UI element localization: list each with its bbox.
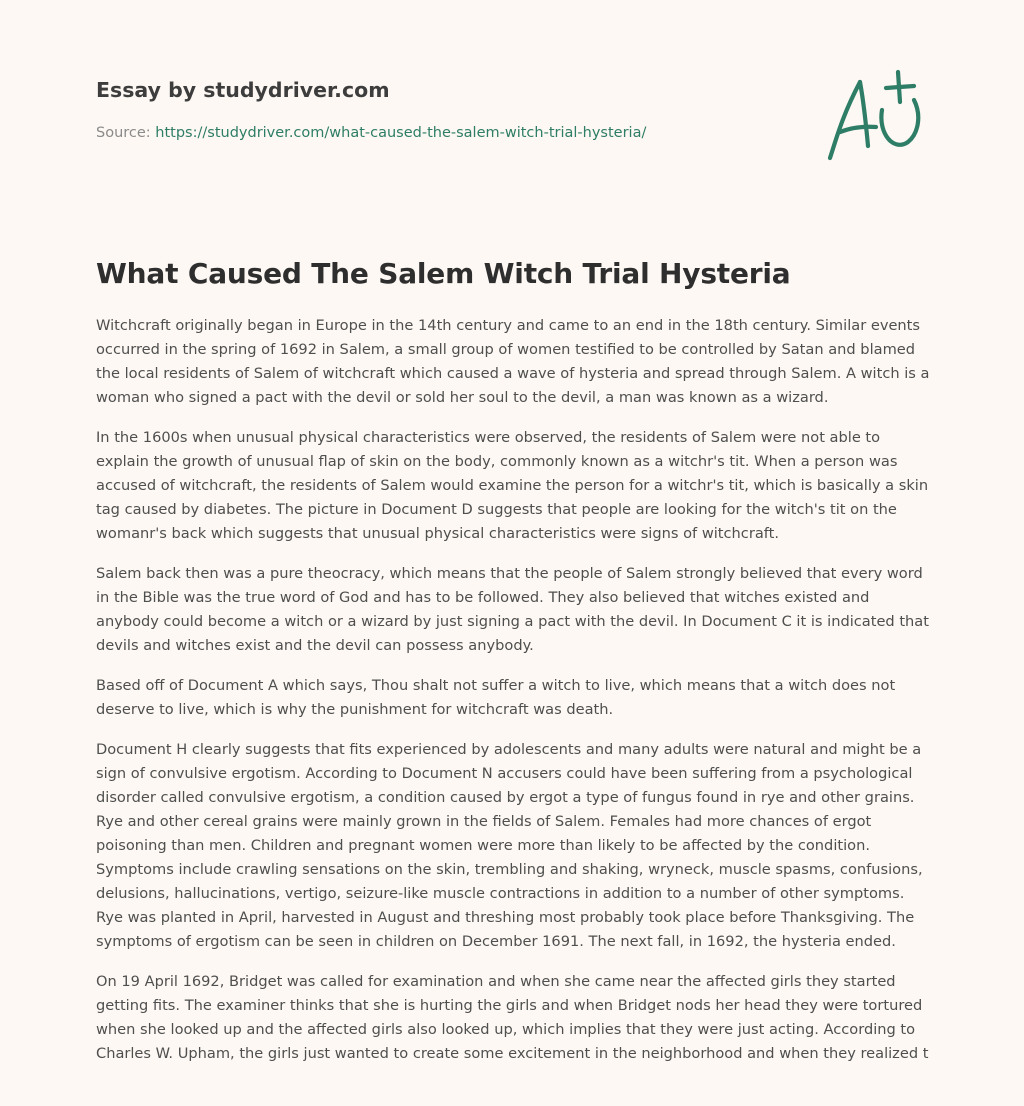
- essay-title: What Caused The Salem Witch Trial Hysteria: [96, 257, 791, 290]
- essay-paragraph: On 19 April 1692, Bridget was called for examination and when she came near the affected girls they started getting fits. The examiner thinks that she is hurting the girls and when Bridget nods her head they were tortured when she looked up and the affected girls also looked up, which implies that they were just acting. According to Charles W. Upham, the girls just wanted to create some excitement in the neighborhood and when they realized t: [96, 973, 929, 1062]
- source-line: [96, 123, 796, 143]
- brand-title: Essay by studydriver.com: [96, 78, 390, 102]
- essay-paragraph: Document H clearly suggests that fits experienced by adolescents and many adults were natural and might be a sign of convulsive ergotism. According to Document N accusers could have been suffering from a psychological disorder called convulsive ergotism, a condition caused by ergot a type of fungus found in rye and other grains. Rye and other cereal grains were mainly grown in the fields of Salem. Females had more chances of ergot poisoning than men. Children and pregnant women were more than likely to be affected by the condition. Symptoms include crawling sensations on the skin, trembling and shaking, wryneck, muscle spasms, confusions, delusions, hallucinations, vertigo, seizure-like muscle contractions in addition to a number of other symptoms. Rye was planted in April, harvested in August and threshing most probably took place before Thanksgiving. The symptoms of ergotism can be seen in children on December 1691. The next fall, in 1692, the hysteria ended.: [96, 741, 923, 950]
- essay-paragraph: In the 1600s when unusual physical characteristics were observed, the residents of Salem were not able to explain the growth of unusual flap of skin on the body, commonly known as a witchr's tit. When a person was accused of witchcraft, the residents of Salem would examine the person for a witchr's tit, which is basically a skin tag caused by diabetes. The picture in Document D suggests that people are looking for the witch's tit on the womanr's back which suggests that unusual physical characteristics were signs of witchcraft.: [96, 429, 929, 542]
- essay-body: [96, 314, 932, 1082]
- essay-paragraph: Salem back then was a pure theocracy, which means that the people of Salem strongly believed that every word in the Bible was the true word of God and has to be followed. They also believed that witches existed and anybody could become a witch or a wizard by just signing a pact with the devil. In Document C it is indicated that devils and witches exist and the devil can possess anybody.: [96, 565, 929, 654]
- essay-paragraph: Witchcraft originally began in Europe in the 14th century and came to an end in the 18th century. Similar events occurred in the spring of 1692 in Salem, a small group of women testified to be controlled by Satan and blamed the local residents of Salem of witchcraft which caused a wave of hysteria and spread through Salem. A witch is a woman who signed a pact with the devil or sold her soul to the devil, a man was known as a wizard.: [96, 317, 930, 406]
- a-plus-logo-icon: [818, 66, 928, 166]
- essay-paragraph: Based off of Document A which says, Thou shalt not suffer a witch to live, which means that a witch does not deserve to live, which is why the punishment for witchcraft was death.: [96, 677, 896, 718]
- source-label: Source:: [96, 125, 151, 141]
- source-link[interactable]: https://studydriver.com/what-caused-the-salem-witch-trial-hysteria/: [155, 125, 647, 141]
- page-header: [96, 76, 796, 143]
